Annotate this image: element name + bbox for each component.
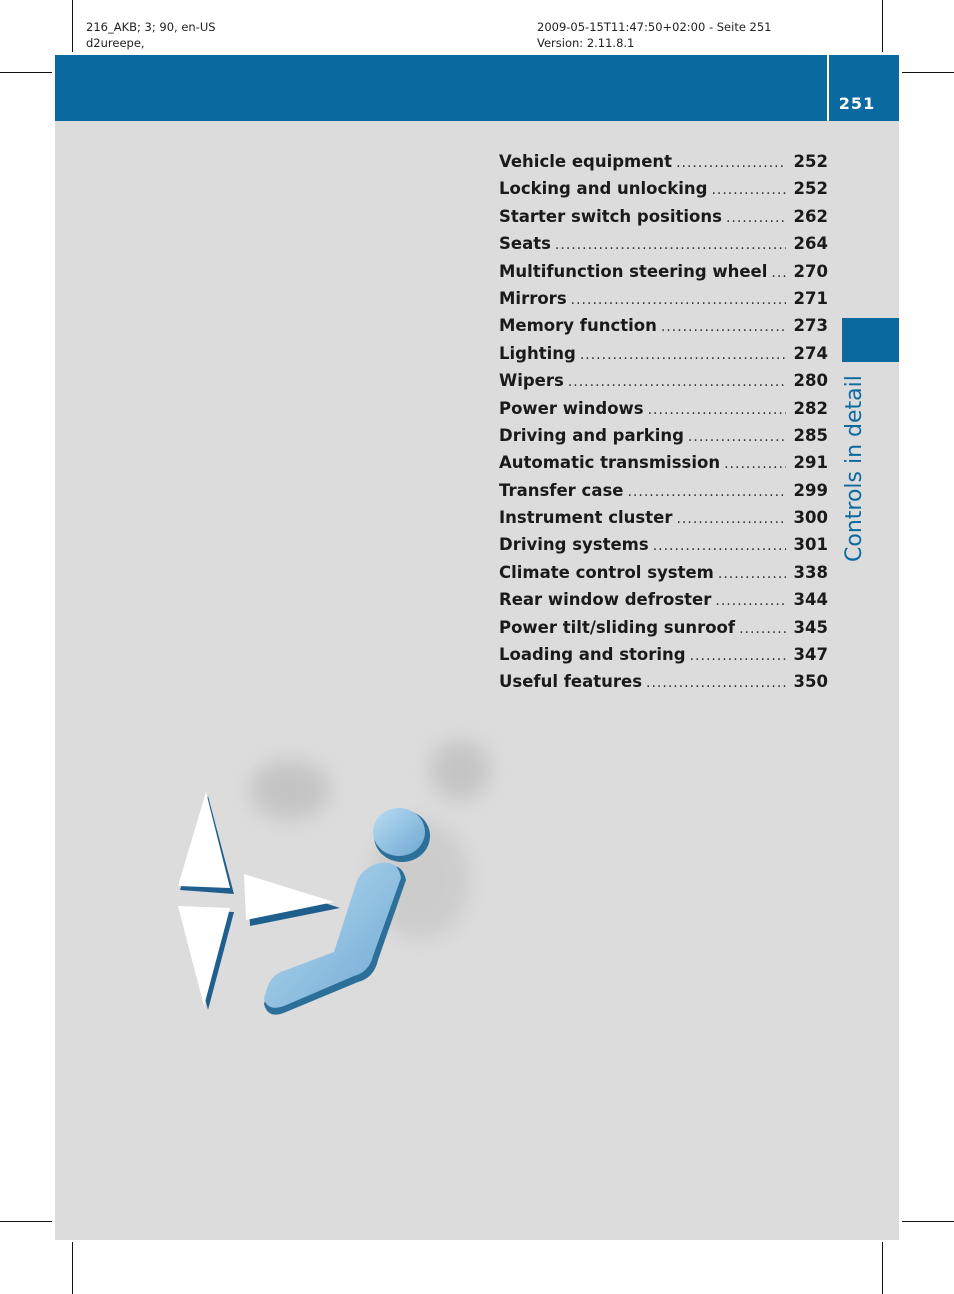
print-meta-left-line1: 216_AKB; 3; 90, en-US: [86, 20, 216, 34]
toc-entry-label: Useful features: [499, 672, 643, 692]
toc-leader-dots: [718, 566, 786, 582]
table-of-contents: [499, 152, 828, 700]
toc-entry-page: 274: [793, 343, 828, 363]
toc-leader-dots: [676, 155, 786, 171]
toc-entry-page: 299: [793, 480, 828, 500]
toc-leader-dots: [676, 511, 786, 527]
seat-adjustment-icon: [170, 720, 520, 1040]
toc-entry-page: 252: [793, 179, 828, 199]
toc-entry-page: 273: [793, 316, 828, 336]
toc-entry-label: Power tilt/sliding sunroof: [499, 617, 736, 637]
toc-leader-dots: [648, 402, 786, 418]
header-bar: [55, 55, 827, 121]
toc-entry-label: Driving and parking: [499, 425, 684, 445]
toc-entry-label: Driving systems: [499, 535, 649, 555]
toc-leader-dots: [688, 429, 786, 445]
page-number: 251: [838, 94, 876, 113]
toc-entry-page: 347: [793, 645, 828, 665]
toc-leader-dots: [739, 621, 786, 637]
toc-entry[interactable]: [499, 481, 828, 508]
toc-entry-label: Instrument cluster: [499, 508, 673, 528]
toc-entry-page: 345: [793, 617, 828, 637]
toc-entry-label: Locking and unlocking: [499, 179, 708, 199]
toc-entry[interactable]: [499, 590, 828, 617]
toc-entry-page: 280: [793, 371, 828, 391]
toc-entry[interactable]: [499, 289, 828, 316]
toc-entry[interactable]: [499, 672, 828, 699]
toc-entry[interactable]: [499, 399, 828, 426]
print-meta-right-line1: 2009-05-15T11:47:50+02:00 - Seite 251: [537, 20, 772, 34]
arrow-forward-icon: [244, 874, 340, 926]
toc-entry-page: 271: [793, 288, 828, 308]
toc-entry[interactable]: [499, 179, 828, 206]
toc-entry[interactable]: [499, 618, 828, 645]
toc-leader-dots: [568, 374, 786, 390]
print-meta-left: [86, 19, 216, 51]
crop-mark: [882, 0, 883, 52]
section-title: Controls in detail: [842, 375, 867, 562]
toc-entry[interactable]: [499, 262, 828, 289]
toc-entry-page: 262: [793, 206, 828, 226]
toc-entry-page: 285: [793, 425, 828, 445]
toc-entry-label: Vehicle equipment: [499, 152, 673, 171]
toc-entry-label: Power windows: [499, 398, 644, 418]
toc-entry[interactable]: [499, 508, 828, 535]
toc-entry-page: 270: [793, 261, 828, 281]
toc-entry-page: 252: [793, 152, 828, 171]
print-meta-left-line2: d2ureepe,: [86, 36, 145, 50]
crop-mark: [902, 72, 954, 73]
toc-leader-dots: [571, 292, 786, 308]
toc-leader-dots: [771, 265, 786, 281]
toc-entry-page: 300: [793, 508, 828, 528]
toc-leader-dots: [724, 456, 786, 472]
crop-mark: [72, 0, 73, 52]
toc-entry[interactable]: [499, 316, 828, 343]
crop-mark: [72, 1242, 73, 1294]
toc-entry-page: 344: [793, 590, 828, 610]
toc-leader-dots: [646, 675, 786, 691]
crop-mark: [0, 72, 52, 73]
seat-icon: [264, 863, 406, 1015]
toc-entry-page: 282: [793, 398, 828, 418]
crop-mark: [902, 1221, 954, 1222]
toc-entry-label: Mirrors: [499, 288, 567, 308]
toc-entry[interactable]: [499, 563, 828, 590]
toc-entry[interactable]: [499, 371, 828, 398]
toc-leader-dots: [726, 210, 786, 226]
toc-leader-dots: [555, 237, 786, 253]
toc-entry-page: 350: [793, 672, 828, 692]
print-meta-right-line2: Version: 2.11.8.1: [537, 36, 635, 50]
crop-mark: [882, 1242, 883, 1294]
toc-entry-label: Automatic transmission: [499, 453, 721, 473]
toc-leader-dots: [715, 593, 786, 609]
toc-leader-dots: [711, 182, 786, 198]
toc-entry[interactable]: [499, 152, 828, 179]
toc-leader-dots: [653, 538, 786, 554]
toc-entry-page: 291: [793, 453, 828, 473]
toc-entry-label: Starter switch positions: [499, 206, 722, 226]
toc-entry-label: Loading and storing: [499, 645, 686, 665]
toc-entry[interactable]: [499, 234, 828, 261]
toc-entry-label: Wipers: [499, 371, 564, 391]
toc-entry[interactable]: [499, 344, 828, 371]
toc-entry-page: 338: [793, 562, 828, 582]
arrow-down-icon: [178, 906, 234, 1010]
toc-entry-page: 301: [793, 535, 828, 555]
toc-entry[interactable]: [499, 453, 828, 480]
toc-entry-label: Rear window defroster: [499, 590, 712, 610]
arrow-up-icon: [178, 792, 234, 894]
toc-entry-label: Transfer case: [499, 480, 624, 500]
print-meta-right: [537, 19, 772, 51]
toc-entry-label: Multifunction steering wheel: [499, 261, 768, 281]
toc-entry-label: Lighting: [499, 343, 576, 363]
toc-leader-dots: [580, 347, 786, 363]
toc-leader-dots: [627, 484, 786, 500]
toc-entry-label: Seats: [499, 234, 551, 254]
toc-leader-dots: [690, 648, 786, 664]
section-tab-marker: [842, 318, 899, 362]
toc-entry[interactable]: [499, 645, 828, 672]
toc-leader-dots: [661, 319, 786, 335]
toc-entry-page: 264: [793, 234, 828, 254]
toc-entry[interactable]: [499, 207, 828, 234]
toc-entry-label: Climate control system: [499, 562, 714, 582]
toc-entry-label: Memory function: [499, 316, 657, 336]
toc-entry[interactable]: [499, 535, 828, 562]
crop-mark: [0, 1221, 52, 1222]
toc-entry[interactable]: [499, 426, 828, 453]
